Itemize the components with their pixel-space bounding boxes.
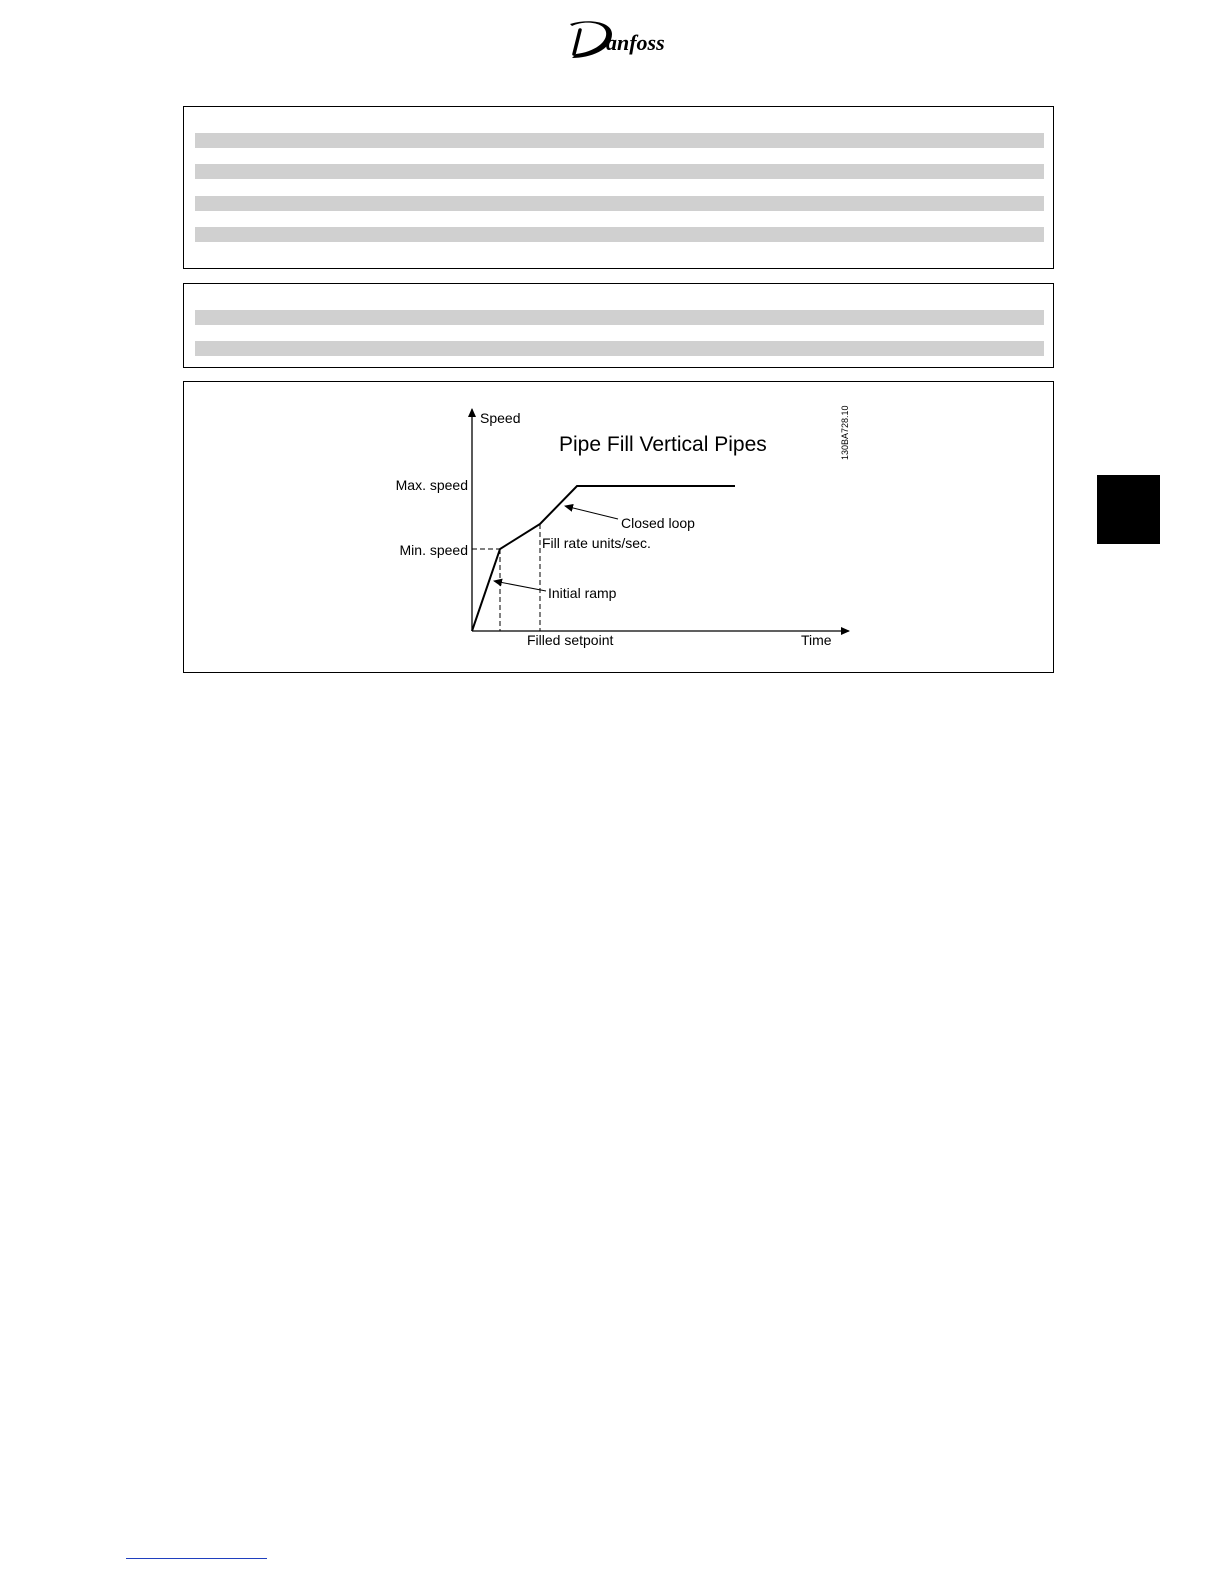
text-line-placeholder — [195, 196, 1044, 211]
text-block-panel — [183, 106, 1054, 269]
danfoss-logo — [560, 14, 672, 62]
figure-reference-code: 130BA728.10 — [840, 405, 850, 460]
pipe-fill-diagram — [184, 382, 1055, 674]
text-line-placeholder — [195, 310, 1044, 325]
initial-ramp-pointer — [494, 581, 546, 591]
diagram-title: Pipe Fill Vertical Pipes — [559, 433, 767, 456]
max-speed-label: Max. speed — [395, 477, 468, 493]
text-line-placeholder — [195, 341, 1044, 356]
initial-ramp-label: Initial ramp — [548, 585, 617, 601]
y-axis-label: Speed — [480, 410, 521, 426]
speed-curve — [472, 486, 735, 631]
fill-rate-label: Fill rate units/sec. — [542, 535, 651, 551]
text-line-placeholder — [195, 164, 1044, 179]
text-line-placeholder — [195, 227, 1044, 242]
text-line-placeholder — [195, 133, 1044, 148]
filled-setpoint-label: Filled setpoint — [527, 632, 614, 648]
chapter-tab-marker — [1097, 475, 1160, 544]
closed-loop-pointer — [565, 506, 618, 519]
figure-panel — [183, 381, 1054, 673]
svg-text:anfoss: anfoss — [606, 30, 665, 55]
min-speed-label: Min. speed — [399, 542, 468, 558]
closed-loop-label: Closed loop — [621, 515, 695, 531]
x-axis-label: Time — [801, 632, 832, 648]
footer-rule — [126, 1558, 267, 1559]
text-block-panel — [183, 283, 1054, 368]
